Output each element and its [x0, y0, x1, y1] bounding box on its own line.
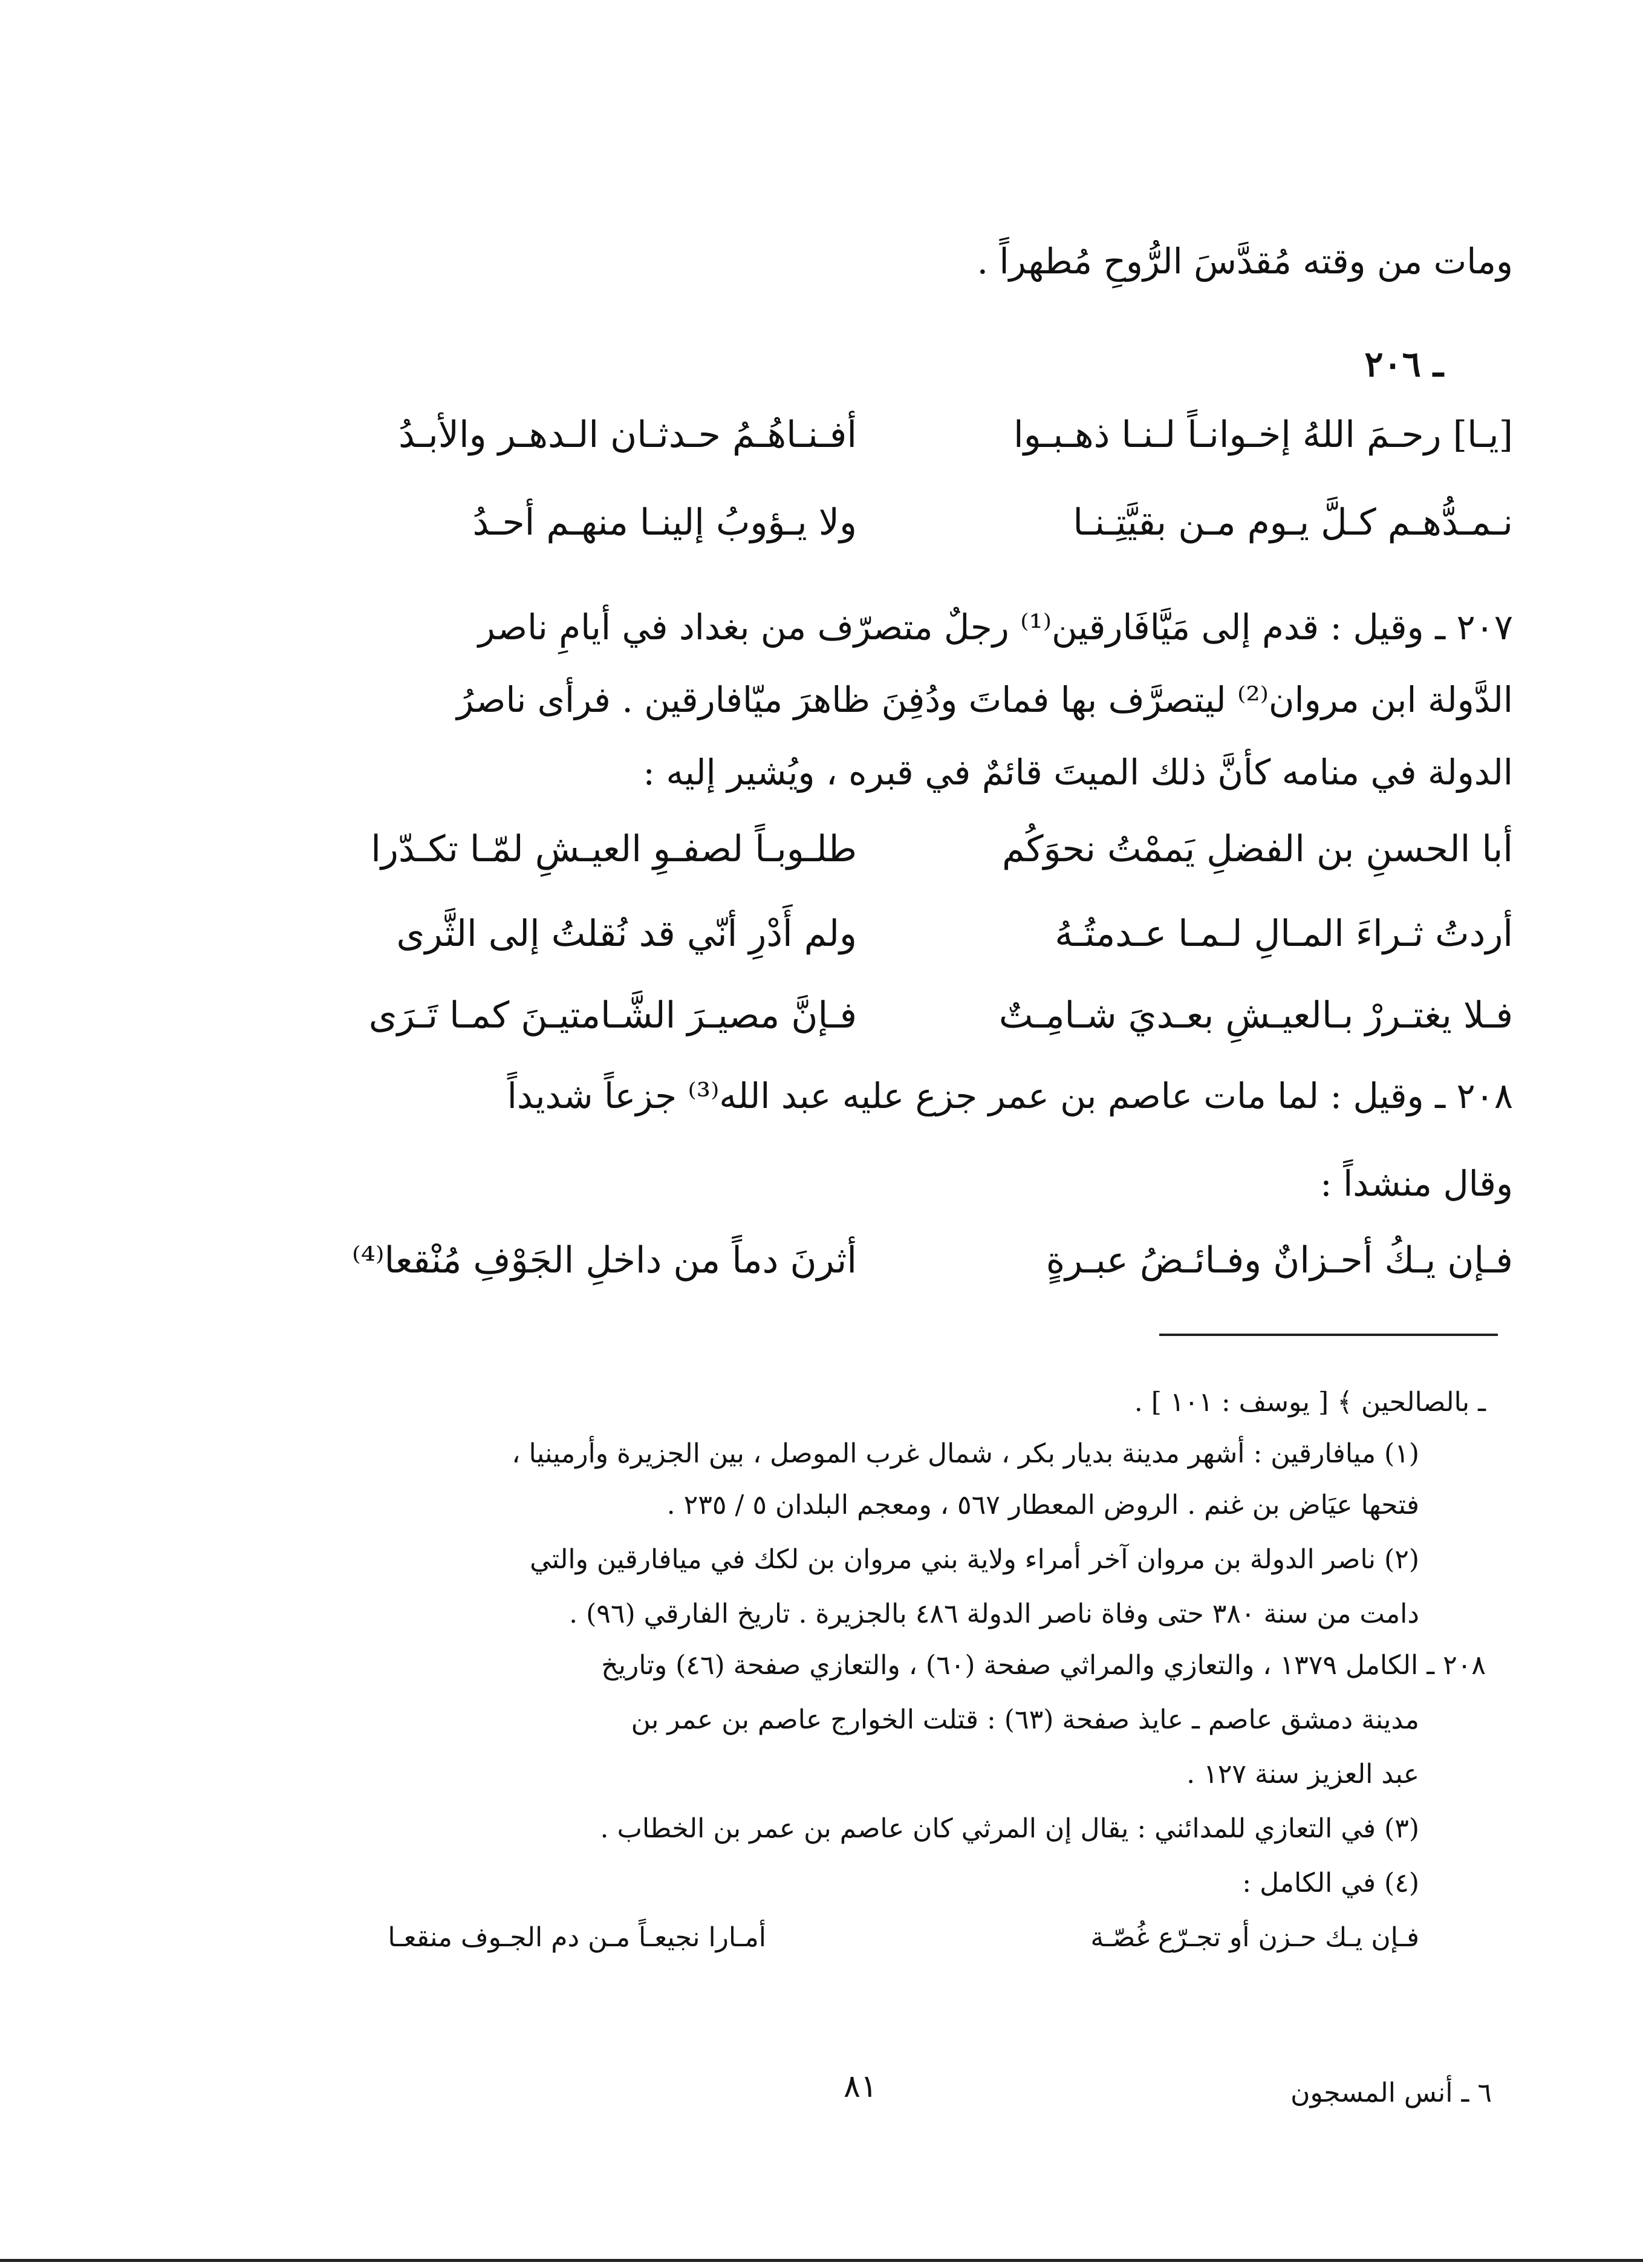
verse-208-1-right: فـإن يـكُ أحـزانٌ وفـائـضُ عبـرةٍ	[1046, 1239, 1513, 1282]
intro-line: ومات من وقته مُقدَّسَ الرُّوحِ مُطهراً .	[977, 241, 1513, 282]
verse-207-2-left: ولم أَدْرِ أنّي قد نُقلتُ إلى الثَّرى	[396, 913, 857, 955]
entry-207-line-2: الدَّولة ابن مروان⁽²⁾ ليتصرَّف بها فماتَ ودُفِنَ ظاهرَ ميّافارقين . فرأى ناصرُ	[457, 679, 1513, 720]
footnote-line-9: (٣) في التعازي للمدائني : يقال إن المرثي كان عاصم بن عمر بن الخطاب .	[600, 1813, 1419, 1844]
entry-207-line-3: الدولة في منامه كأنَّ ذلك الميتَ قائمٌ في قبره ، ويُشير إليه :	[643, 752, 1513, 793]
footnote-separator	[1159, 1334, 1498, 1336]
verse-207-1-left: طلـوبـاً لصفـوِ العيـشِ لمّـا تكـدّرا	[371, 828, 857, 870]
footnote-line-3: فتحها عيَاض بن غنم . الروض المعطار ٥٦٧ ، ومعجم البلدان ٥ / ٢٣٥ .	[666, 1490, 1419, 1520]
verse-206-2-right: نـمـدُّهـم كـلَّ يـوم مـن بقيَّتِـنـا	[1073, 501, 1513, 544]
footnote-line-6: ٢٠٨ ـ الكامل ١٣٧٩ ، والتعازي والمراثي صفحة (٦٠) ، والتعازي صفحة (٤٦) وتاريخ	[601, 1650, 1486, 1681]
footnote-line-2: (١) ميافارقين : أشهر مدينة بديار بكر ، شمال غرب الموصل ، بين الجزيرة وأرمينيا ،	[512, 1438, 1419, 1469]
verse-206-1-left: أفـنـاهُـمُ حـدثـان الـدهـر والأبـدُ	[398, 414, 857, 456]
scan-bottom-edge	[0, 2259, 1643, 2262]
footnote-line-5: دامت من سنة ٣٨٠ حتى وفاة ناصر الدولة ٤٨٦ بالجزيرة . تاريخ الفارقي (٩٦) .	[569, 1598, 1419, 1629]
footnote-line-8: عبد العزيز سنة ١٢٧ .	[1186, 1759, 1419, 1790]
verse-207-3-right: فـلا يغتـررْ بـالعيـشِ بعـديَ شـامِـتٌ	[998, 994, 1513, 1037]
page-number: ٨١	[844, 2068, 877, 2105]
verse-208-1-left: أثرنَ دماً من داخلِ الجَوْفِ مُنْقعا⁽⁴⁾	[351, 1239, 857, 1282]
footnote-verse-left: أمـارا نجيعـاً مـن دم الجـوف منقعـا	[388, 1922, 766, 1953]
verse-207-3-left: فـإنَّ مصيـرَ الشَّـامتيـنَ كمـا تَـرَى	[368, 994, 857, 1037]
entry-208-line-1: ٢٠٨ ـ وقيل : لما مات عاصم بن عمر جزع عليه عبد الله⁽³⁾ جزعاً شديداً	[507, 1075, 1513, 1116]
verse-207-1-right: أبا الحسنِ بن الفضلِ يَممْتُ نحوَكُم	[1002, 828, 1513, 870]
footnote-line-1: ـ بالصالحين ﴾ [ يوسف : ١٠١ ] .	[1134, 1387, 1486, 1418]
entry-number-206: ـ ٢٠٦	[1364, 344, 1443, 385]
footnote-line-10: (٤) في الكامل :	[1242, 1868, 1419, 1898]
book-reference: ٦ ـ أنس المسجون	[1290, 2077, 1492, 2108]
entry-208-line-2: وقال منشداً :	[1320, 1163, 1513, 1204]
verse-206-1-right: [يـا] رحـمَ اللهُ إخـوانـاً لـنـا ذهـبـوا	[1013, 414, 1513, 456]
verse-207-2-right: أردتُ ثـراءَ المـالِ لـمـا عـدمتُـهُ	[1055, 913, 1513, 955]
verse-206-2-left: ولا يـؤوبُ إلينـا منهـم أحـدُ	[472, 501, 857, 544]
entry-207-line-1: ٢٠٧ ـ وقيل : قدم إلى مَيَّافَارقين⁽¹⁾ رجلٌ متصرّف من بغداد في أيامِ ناصر	[478, 607, 1513, 648]
footnote-verse-right: فـإن يـك حـزن أو تجـرّع غُصّـة	[1090, 1922, 1419, 1953]
footnote-line-7: مدينة دمشق عاصم ـ عايذ صفحة (٦٣) : قتلت الخوارج عاصم بن عمر بن	[631, 1704, 1419, 1735]
footnote-line-4: (٢) ناصر الدولة بن مروان آخر أمراء ولاية بني مروان بن لكك في ميافارقين والتي	[530, 1544, 1419, 1575]
